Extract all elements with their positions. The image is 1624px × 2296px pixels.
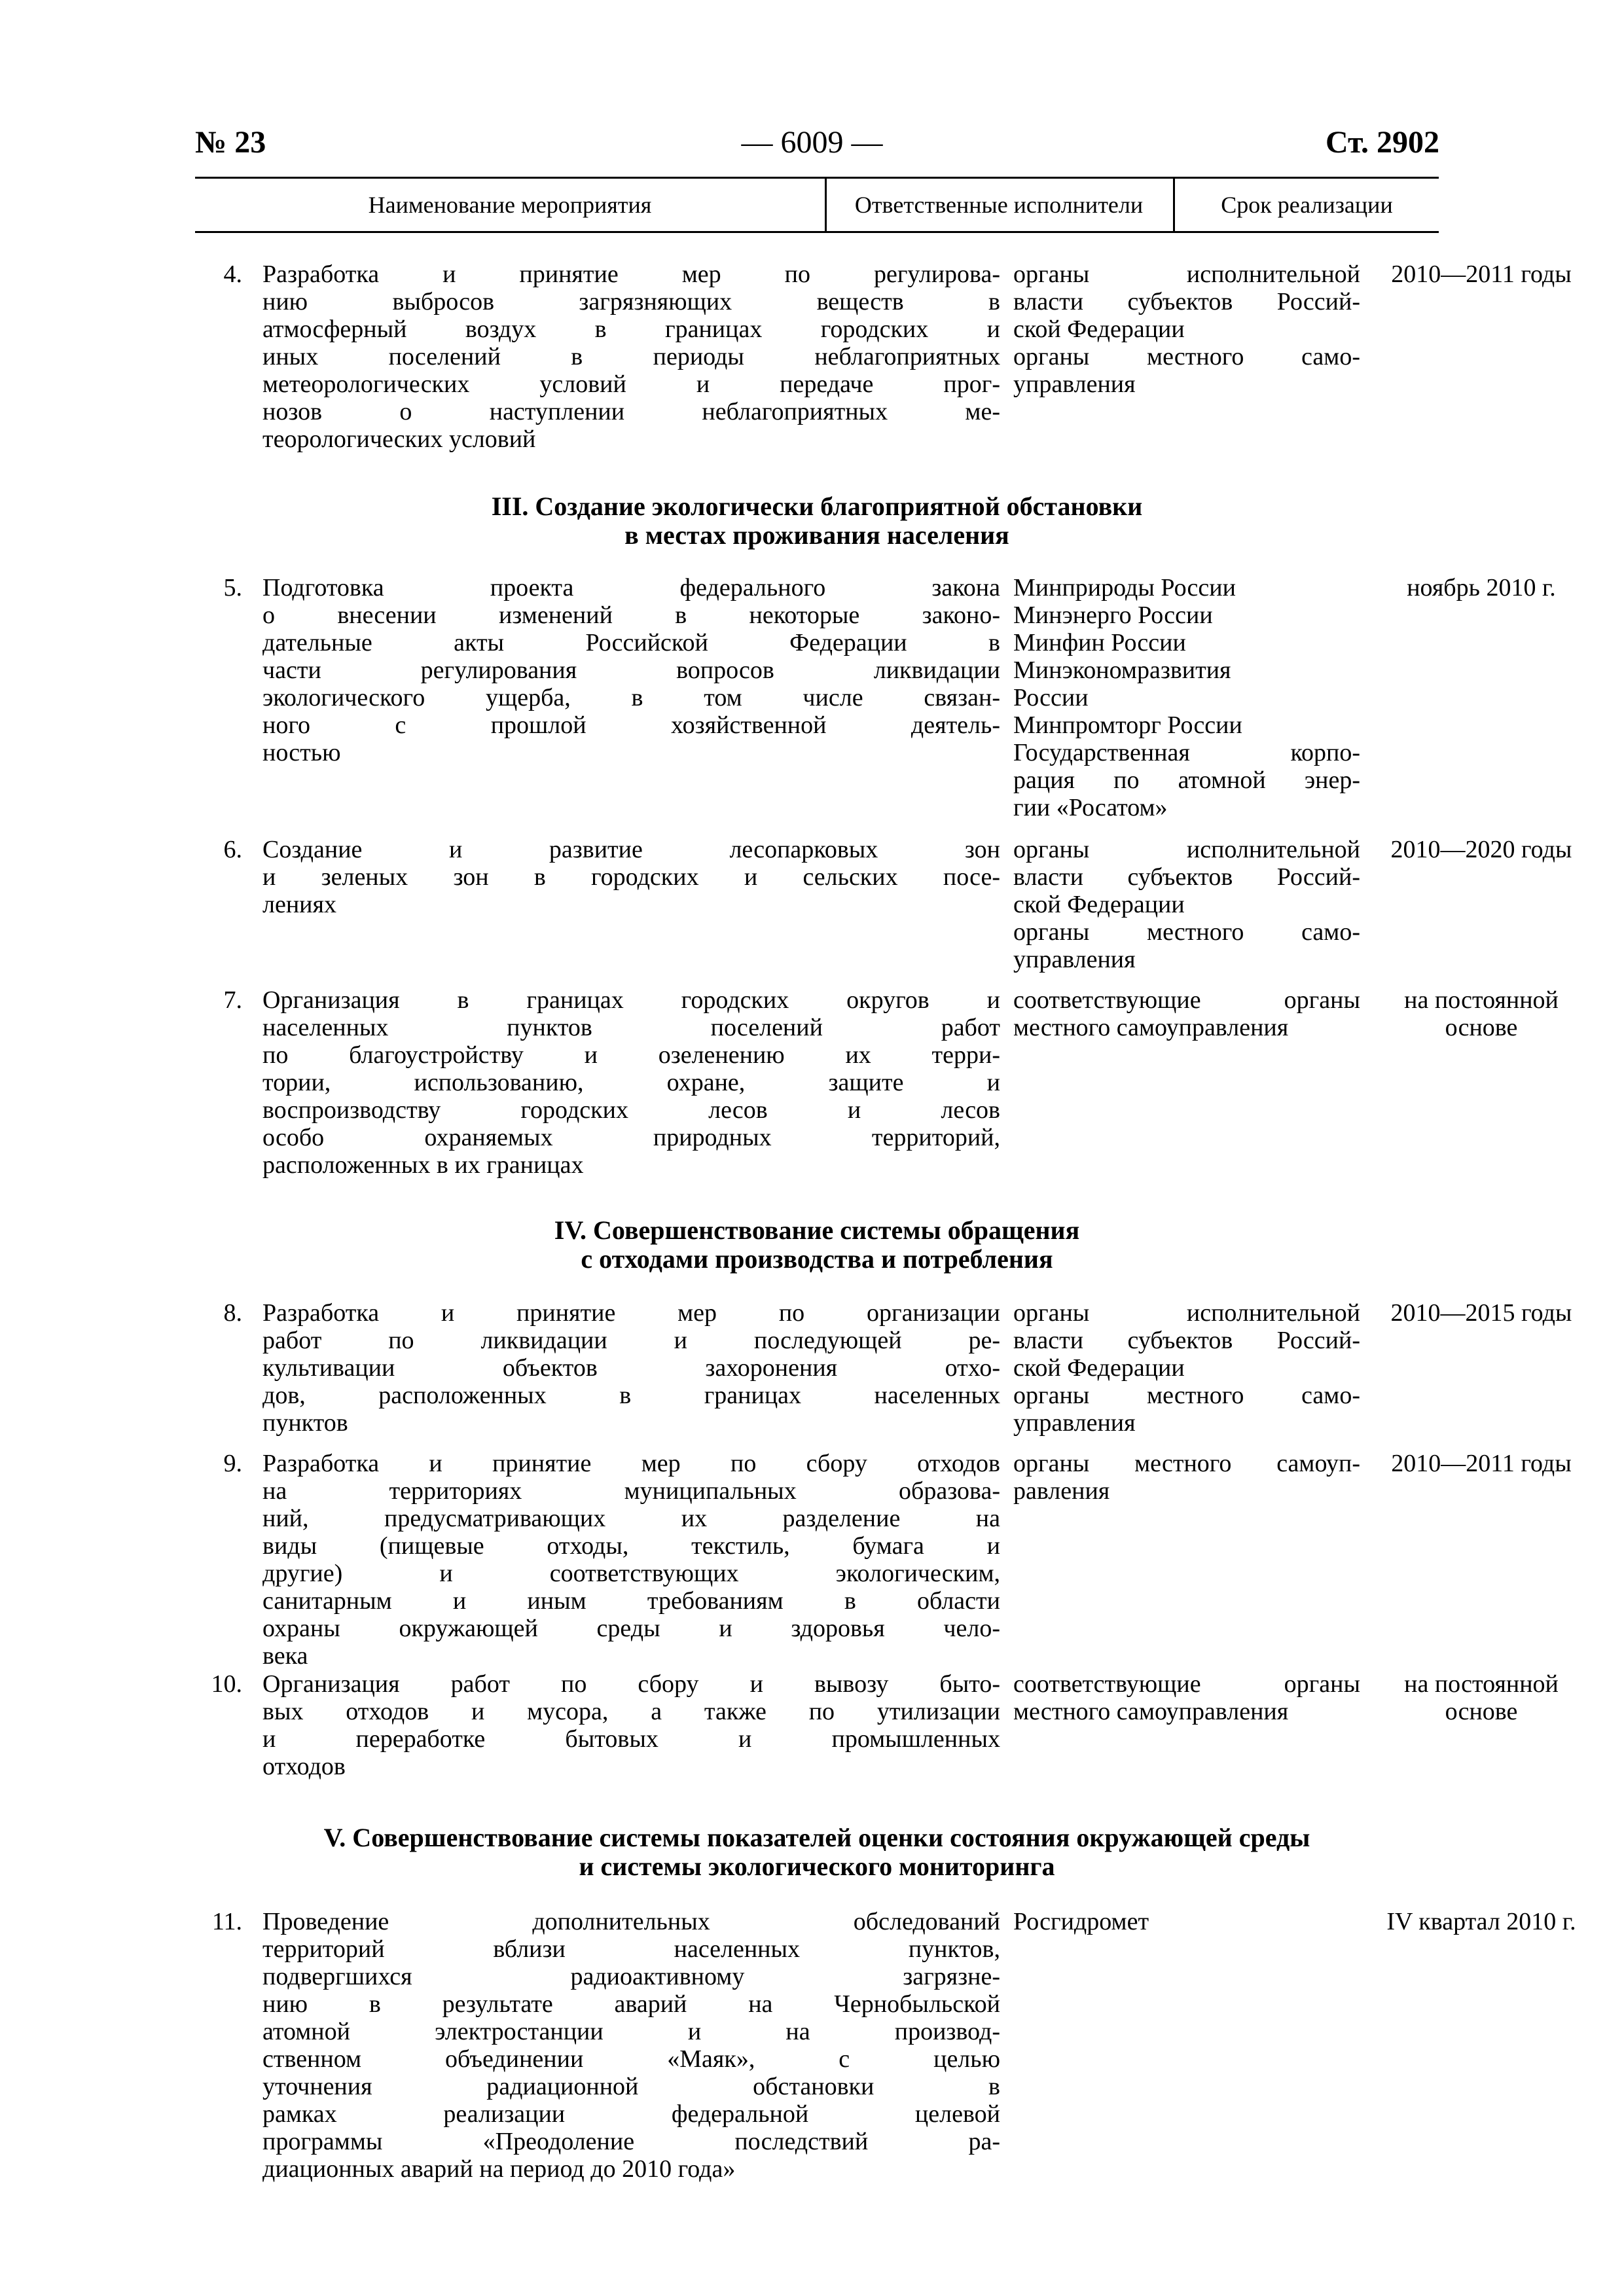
measure-name: Организация работ по сбору и вывозу быто- вых отходов и мусора, а также по утилизации и переработке бытовых и промышленных отходов [262, 1670, 1000, 1780]
implementation-term: 2010—2020 годы [1390, 836, 1572, 863]
responsible-executors: Минприроды России Минэнерго России Минфин России Минэкономразвития России Минпромторг России Государственная корпо- рация по атомной энер- гии «Росатом» [1013, 574, 1360, 821]
responsible-executors: соответствующие органы местного самоуправления [1013, 986, 1360, 1041]
measure-name: Разработка и принятие мер по сбору отходов на территориях муниципальных образова- ний, предусматривающих их разделение на виды (пищевые отходы, текстиль, бумага и другие) и соответствующих экологическим, санитарным и иным требованиям в области охраны окружающей среды и здоровья чело- века [262, 1450, 1000, 1670]
table-header [195, 177, 1439, 233]
measure-name: Разработка и принятие мер по регулирова- нию выбросов загрязняющих веществ в атмосферный воздух в границах городских и иных поселений в периоды неблагоприятных метеорологических условий и передаче прог- нозов о наступлении неблагоприятных ме- теорологических условий [262, 260, 1000, 453]
column-header-name: Наименование мероприятия [195, 179, 827, 231]
measure-name: Разработка и принятие мер по организации работ по ликвидации и последующей ре- культивации объектов захоронения отхо- дов, расположенных в границах населенных пунктов [262, 1299, 1000, 1437]
responsible-executors: Росгидромет [1013, 1908, 1149, 1935]
implementation-term: 2010—2015 годы [1390, 1299, 1572, 1327]
implementation-term: на постоянной основе [1404, 986, 1559, 1041]
row-number: 9. [223, 1450, 242, 1477]
section-heading-5: V. Совершенствование системы показателей оценки состояния окружающей среды и системы экологического мониторинга [323, 1823, 1310, 1881]
responsible-executors: органы местного самоуп- равления [1013, 1450, 1360, 1505]
measure-name: Проведение дополнительных обследований территорий вблизи населенных пунктов, подвергшихся радиоактивному загрязне- нию в результате аварий на Чернобыльской атомной электростанции и на производ- ственном объединении «Маяк», с целью уточнения радиационной обстановки в рамках реализации федеральной целевой программы «Преодоление последствий ра- диационных аварий на период до 2010 года» [262, 1908, 1000, 2183]
implementation-term: 2010—2011 годы [1391, 260, 1572, 288]
responsible-executors: органы исполнительной власти субъектов Россий- ской Федерации органы местного само- управления [1013, 836, 1360, 973]
implementation-term: на постоянной основе [1404, 1670, 1559, 1725]
issue-number: № 23 [195, 125, 266, 160]
measure-name: Подготовка проекта федерального закона о внесении изменений в некоторые законо- дательные акты Российской Федерации в части регулирования вопросов ликвидации экологического ущерба, в том числе связан- ного с прошлой хозяйственной деятель- ностью [262, 574, 1000, 766]
row-number: 7. [223, 986, 242, 1014]
row-number: 4. [223, 260, 242, 288]
article-number: Ст. 2902 [1326, 125, 1439, 160]
section-heading-4: IV. Совершенствование системы обращения с отходами производства и потребления [554, 1215, 1080, 1274]
row-number: 6. [223, 836, 242, 863]
row-number: 8. [223, 1299, 242, 1327]
column-header-term: Срок реализации [1221, 192, 1393, 218]
responsible-executors: соответствующие органы местного самоуправления [1013, 1670, 1360, 1725]
row-number: 10. [211, 1670, 242, 1698]
measure-name: Организация в границах городских округов и населенных пунктов поселений работ по благоустройству и озеленению их терри- тории, использованию, охране, защите и воспроизводству городских лесов и лесов особо охраняемых природных территорий, расположенных в их границах [262, 986, 1000, 1179]
page-number: — 6009 — [741, 125, 883, 160]
section-heading-3: III. Создание экологически благоприятной обстановки в местах проживания населения [491, 492, 1143, 550]
row-number: 11. [211, 1908, 242, 1935]
measure-name: Создание и развитие лесопарковых зон и зеленых зон в городских и сельских посе- лениях [262, 836, 1000, 918]
implementation-term: ноябрь 2010 г. [1407, 574, 1556, 601]
responsible-executors: органы исполнительной власти субъектов Россий- ской Федерации органы местного само- управления [1013, 1299, 1360, 1437]
implementation-term: IV квартал 2010 г. [1386, 1908, 1576, 1935]
responsible-executors: органы исполнительной власти субъектов Россий- ской Федерации органы местного само- управления [1013, 260, 1360, 398]
implementation-term: 2010—2011 годы [1391, 1450, 1572, 1477]
row-number: 5. [223, 574, 242, 601]
column-header-executors: Ответственные исполнители [825, 179, 1175, 231]
